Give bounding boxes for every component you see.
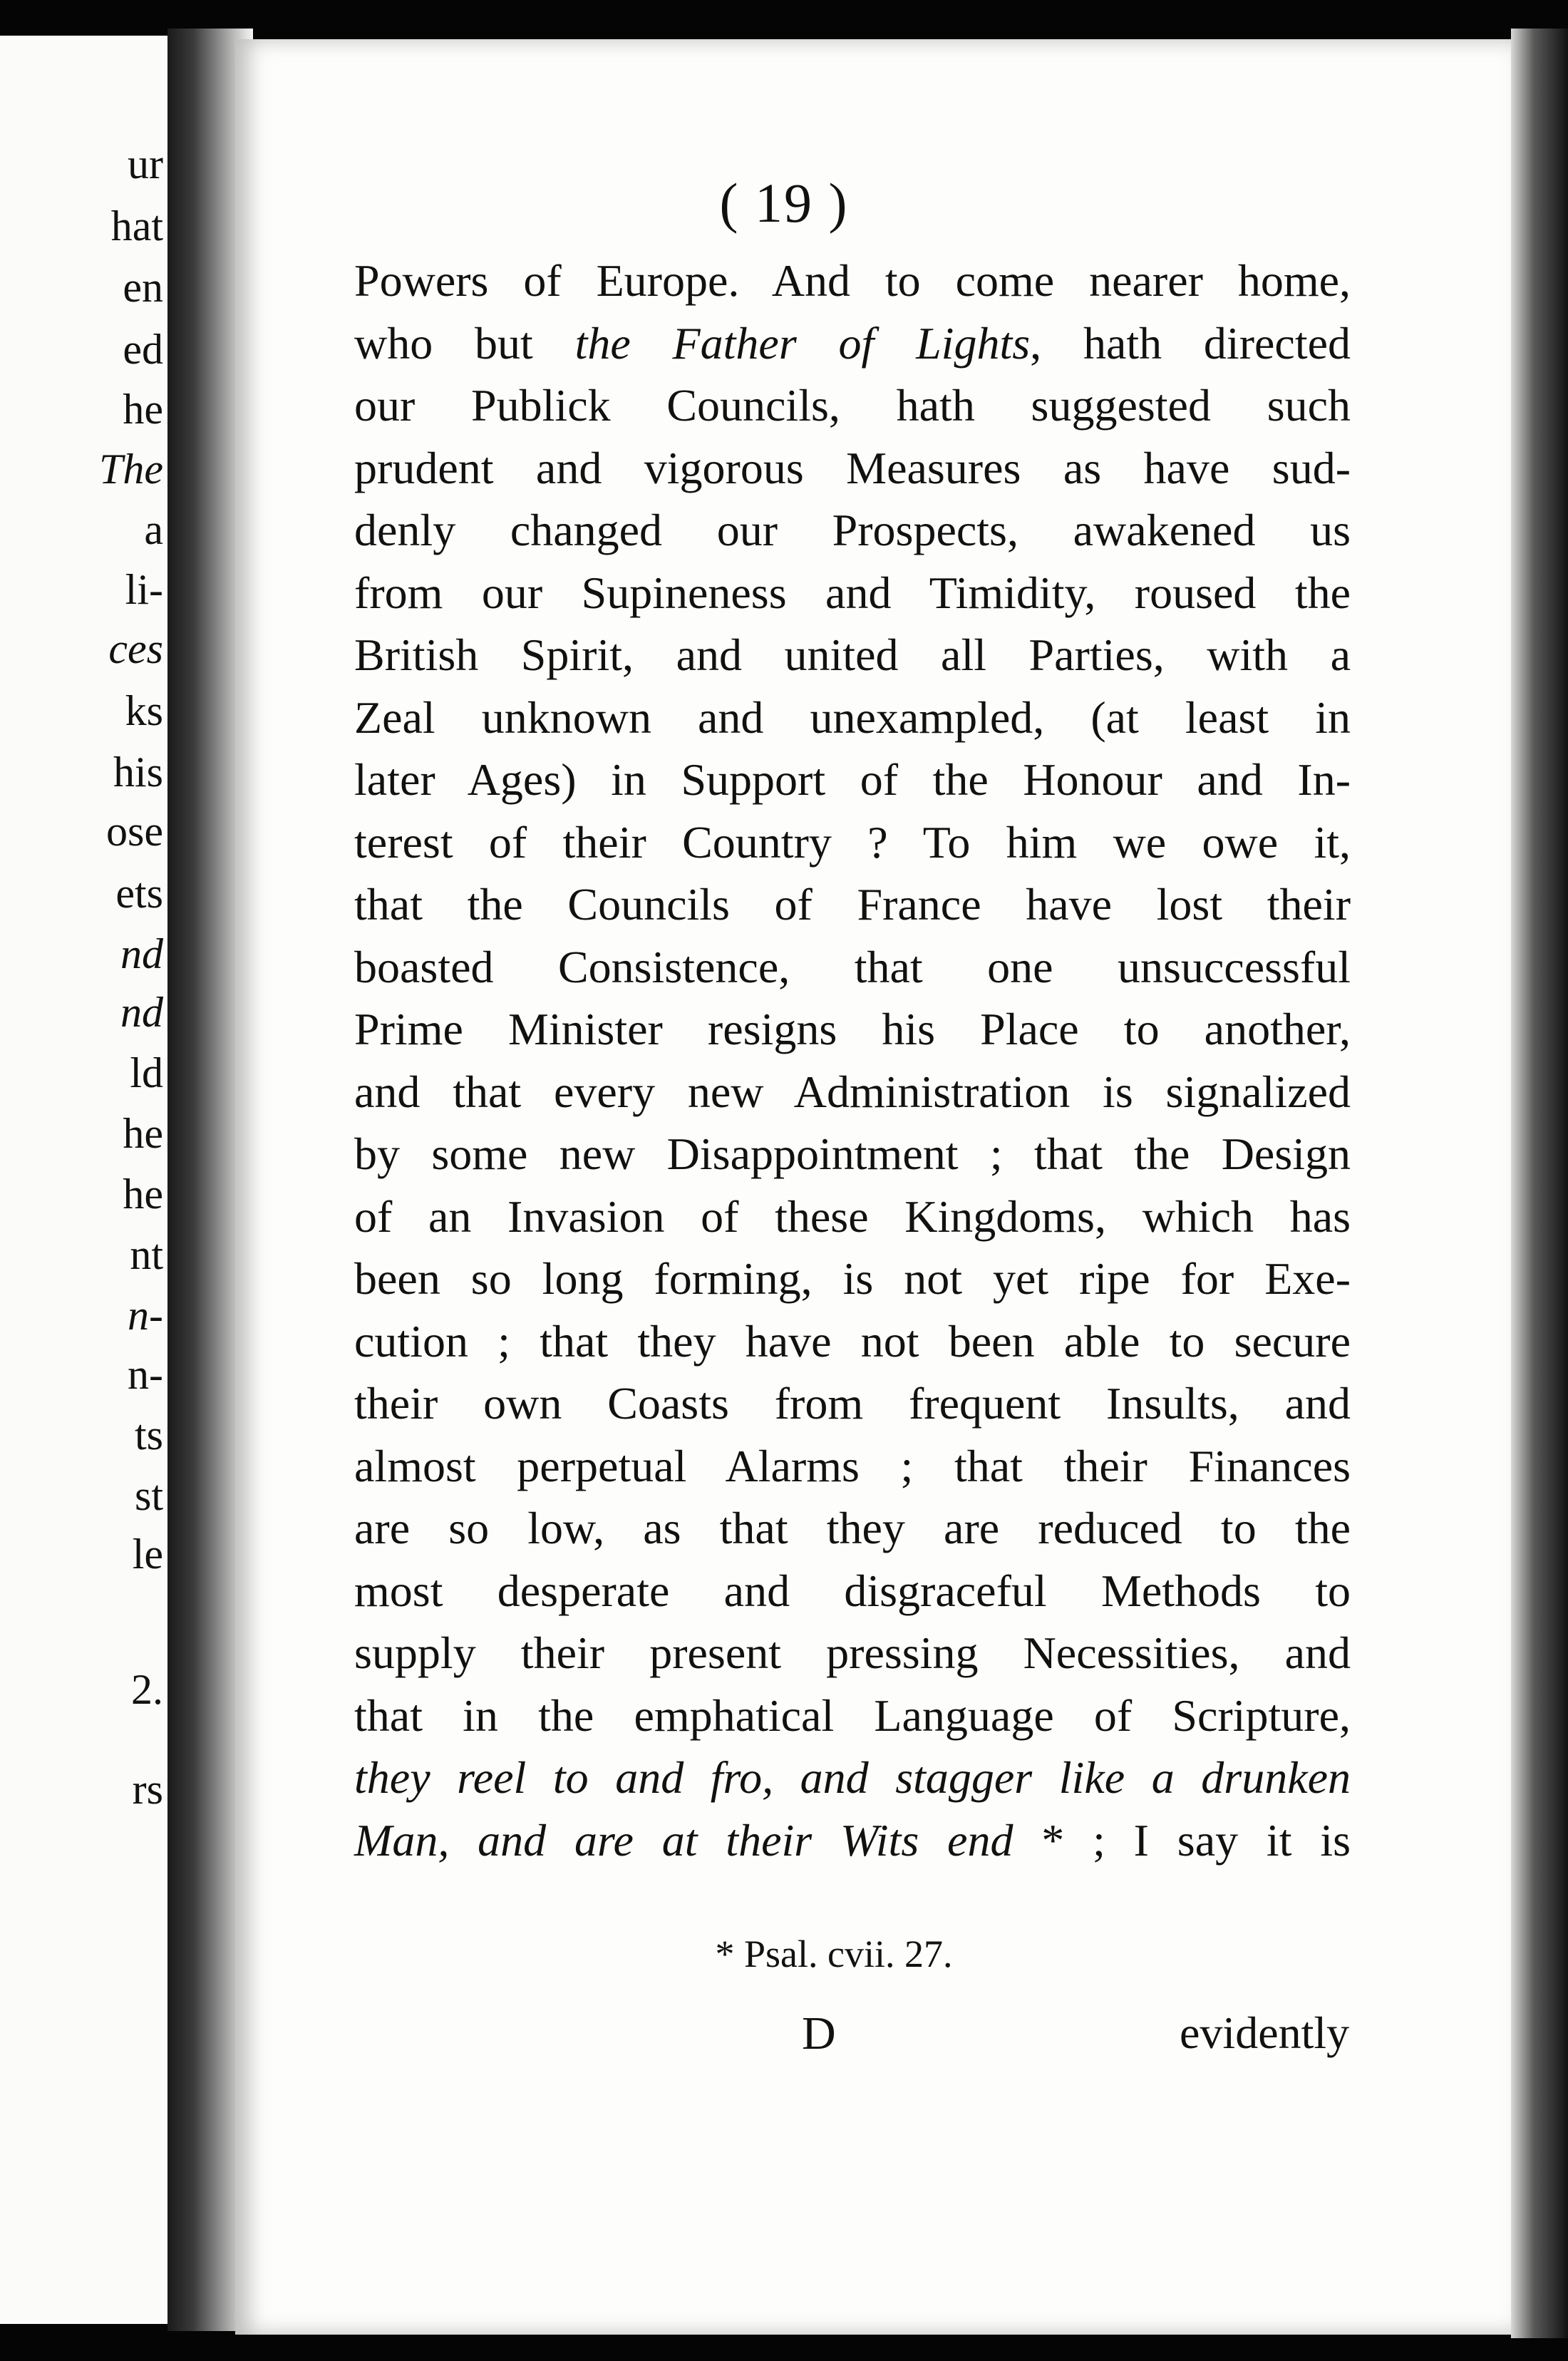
text-run: boasted Consistence, that one unsuccessful	[354, 941, 1351, 992]
facing-page-word-fragment: st	[134, 1472, 163, 1519]
text-line	[354, 1061, 1351, 1123]
text-line	[354, 312, 1351, 375]
text-run: denly changed our Prospects, awakened us	[354, 505, 1351, 555]
text-run: British Spirit, and united all Parties, with a	[354, 629, 1351, 680]
facing-page-word-fragment: n-	[128, 1292, 163, 1339]
facing-page-word-fragment: ts	[134, 1411, 163, 1459]
text-line	[354, 437, 1351, 500]
text-line	[354, 1123, 1351, 1185]
text-line	[354, 936, 1351, 999]
body-text	[354, 250, 1351, 1871]
text-line	[354, 1684, 1351, 1747]
facing-page-word-fragment: nd	[120, 930, 163, 977]
text-line	[354, 1310, 1351, 1373]
text-line	[354, 998, 1351, 1061]
text-line	[354, 1622, 1351, 1684]
text-run: almost perpetual Alarms ; that their Finances	[354, 1440, 1351, 1491]
text-run: from our Supineness and Timidity, roused the	[354, 567, 1351, 618]
text-line	[354, 1248, 1351, 1310]
page-edge	[1511, 29, 1568, 2338]
text-run: that the Councils of France have lost their	[354, 879, 1351, 930]
text-line	[354, 749, 1351, 811]
text-run: they reel to and fro, and stagger like a drunken	[354, 1752, 1351, 1803]
facing-page-word-fragment: he	[123, 1171, 163, 1218]
text-run: cution ; that they have not been able to secure	[354, 1315, 1351, 1367]
facing-page-word-fragment: ld	[130, 1049, 163, 1096]
text-run: * ; I say it is	[1013, 1814, 1351, 1866]
text-run: that in the emphatical Language of Scripture,	[354, 1689, 1351, 1741]
text-run: who but	[354, 317, 575, 369]
text-line	[354, 374, 1351, 437]
text-line	[354, 1560, 1351, 1622]
text-line	[354, 499, 1351, 562]
text-line	[354, 1747, 1351, 1809]
facing-page-word-fragment: nd	[120, 989, 163, 1036]
facing-page-word-fragment: ed	[123, 326, 163, 373]
text-run: Man, and are at their Wits end	[354, 1814, 1013, 1866]
facing-page-word-fragment: ces	[108, 625, 163, 672]
facing-page-word-fragment: The	[99, 446, 163, 493]
facing-page-word-fragment: a	[144, 506, 163, 553]
text-line	[354, 1809, 1351, 1872]
facing-page-word-fragment: he	[123, 386, 163, 433]
text-run: later Ages) in Support of the Honour and In-	[354, 754, 1351, 805]
facing-page-word-fragment: he	[123, 1110, 163, 1157]
text-line	[354, 1497, 1351, 1560]
facing-page-word-fragment: li-	[125, 566, 163, 613]
facing-page-word-fragment: ets	[115, 870, 163, 917]
facing-page-word-fragment: nt	[130, 1231, 163, 1278]
text-run: Powers of Europe. And to come nearer home,	[354, 255, 1351, 306]
facing-page-word-fragment: ose	[106, 808, 163, 855]
text-run: the Father of Lights	[574, 317, 1031, 369]
facing-page-word-fragment: 2.	[131, 1666, 163, 1713]
facing-page-fragment	[0, 36, 167, 2324]
page-number: ( 19 )	[719, 172, 849, 234]
text-run: are so low, as that they are reduced to the	[354, 1503, 1351, 1553]
facing-page-word-fragment: en	[123, 264, 163, 311]
text-line	[354, 686, 1351, 749]
text-run: , hath directed	[1030, 317, 1351, 369]
facing-page-word-fragment: his	[113, 749, 163, 796]
text-run: most desperate and disgraceful Methods to	[354, 1565, 1351, 1616]
text-line	[354, 1185, 1351, 1248]
text-run: our Publick Councils, hath suggested such	[354, 380, 1351, 431]
text-line	[354, 811, 1351, 874]
text-run: prudent and vigorous Measures as have sud-	[354, 442, 1351, 493]
text-line	[354, 1372, 1351, 1435]
facing-page-word-fragment: le	[132, 1531, 163, 1578]
facing-page-word-fragment: n-	[128, 1351, 163, 1398]
text-line	[354, 250, 1351, 312]
facing-page-word-fragment: rs	[132, 1766, 163, 1813]
text-line	[354, 1435, 1351, 1498]
catchword: evidently	[1180, 2007, 1350, 2058]
text-line	[354, 873, 1351, 936]
footnote: * Psal. cvii. 27.	[715, 1933, 953, 1975]
text-run: Zeal unknown and unexampled, (at least in	[354, 691, 1351, 743]
text-run: Prime Minister resigns his Place to another,	[354, 1004, 1351, 1054]
text-run: terest of their Country ? To him we owe it,	[354, 816, 1351, 868]
text-line	[354, 562, 1351, 624]
signature-mark: D	[802, 2007, 836, 2059]
text-run: of an Invasion of these Kingdoms, which has	[354, 1190, 1351, 1242]
text-run: supply their present pressing Necessities, and	[354, 1627, 1351, 1678]
facing-page-word-fragment: ur	[128, 140, 163, 187]
text-run: been so long forming, is not yet ripe for Exe-	[354, 1253, 1351, 1304]
text-run: by some new Disappointment ; that the Design	[354, 1128, 1351, 1179]
facing-page-word-fragment: hat	[110, 202, 163, 250]
text-run: their own Coasts from frequent Insults, and	[354, 1378, 1351, 1429]
facing-page-word-fragment: ks	[125, 687, 163, 734]
text-run: and that every new Administration is signalized	[354, 1066, 1351, 1117]
text-line	[354, 624, 1351, 686]
